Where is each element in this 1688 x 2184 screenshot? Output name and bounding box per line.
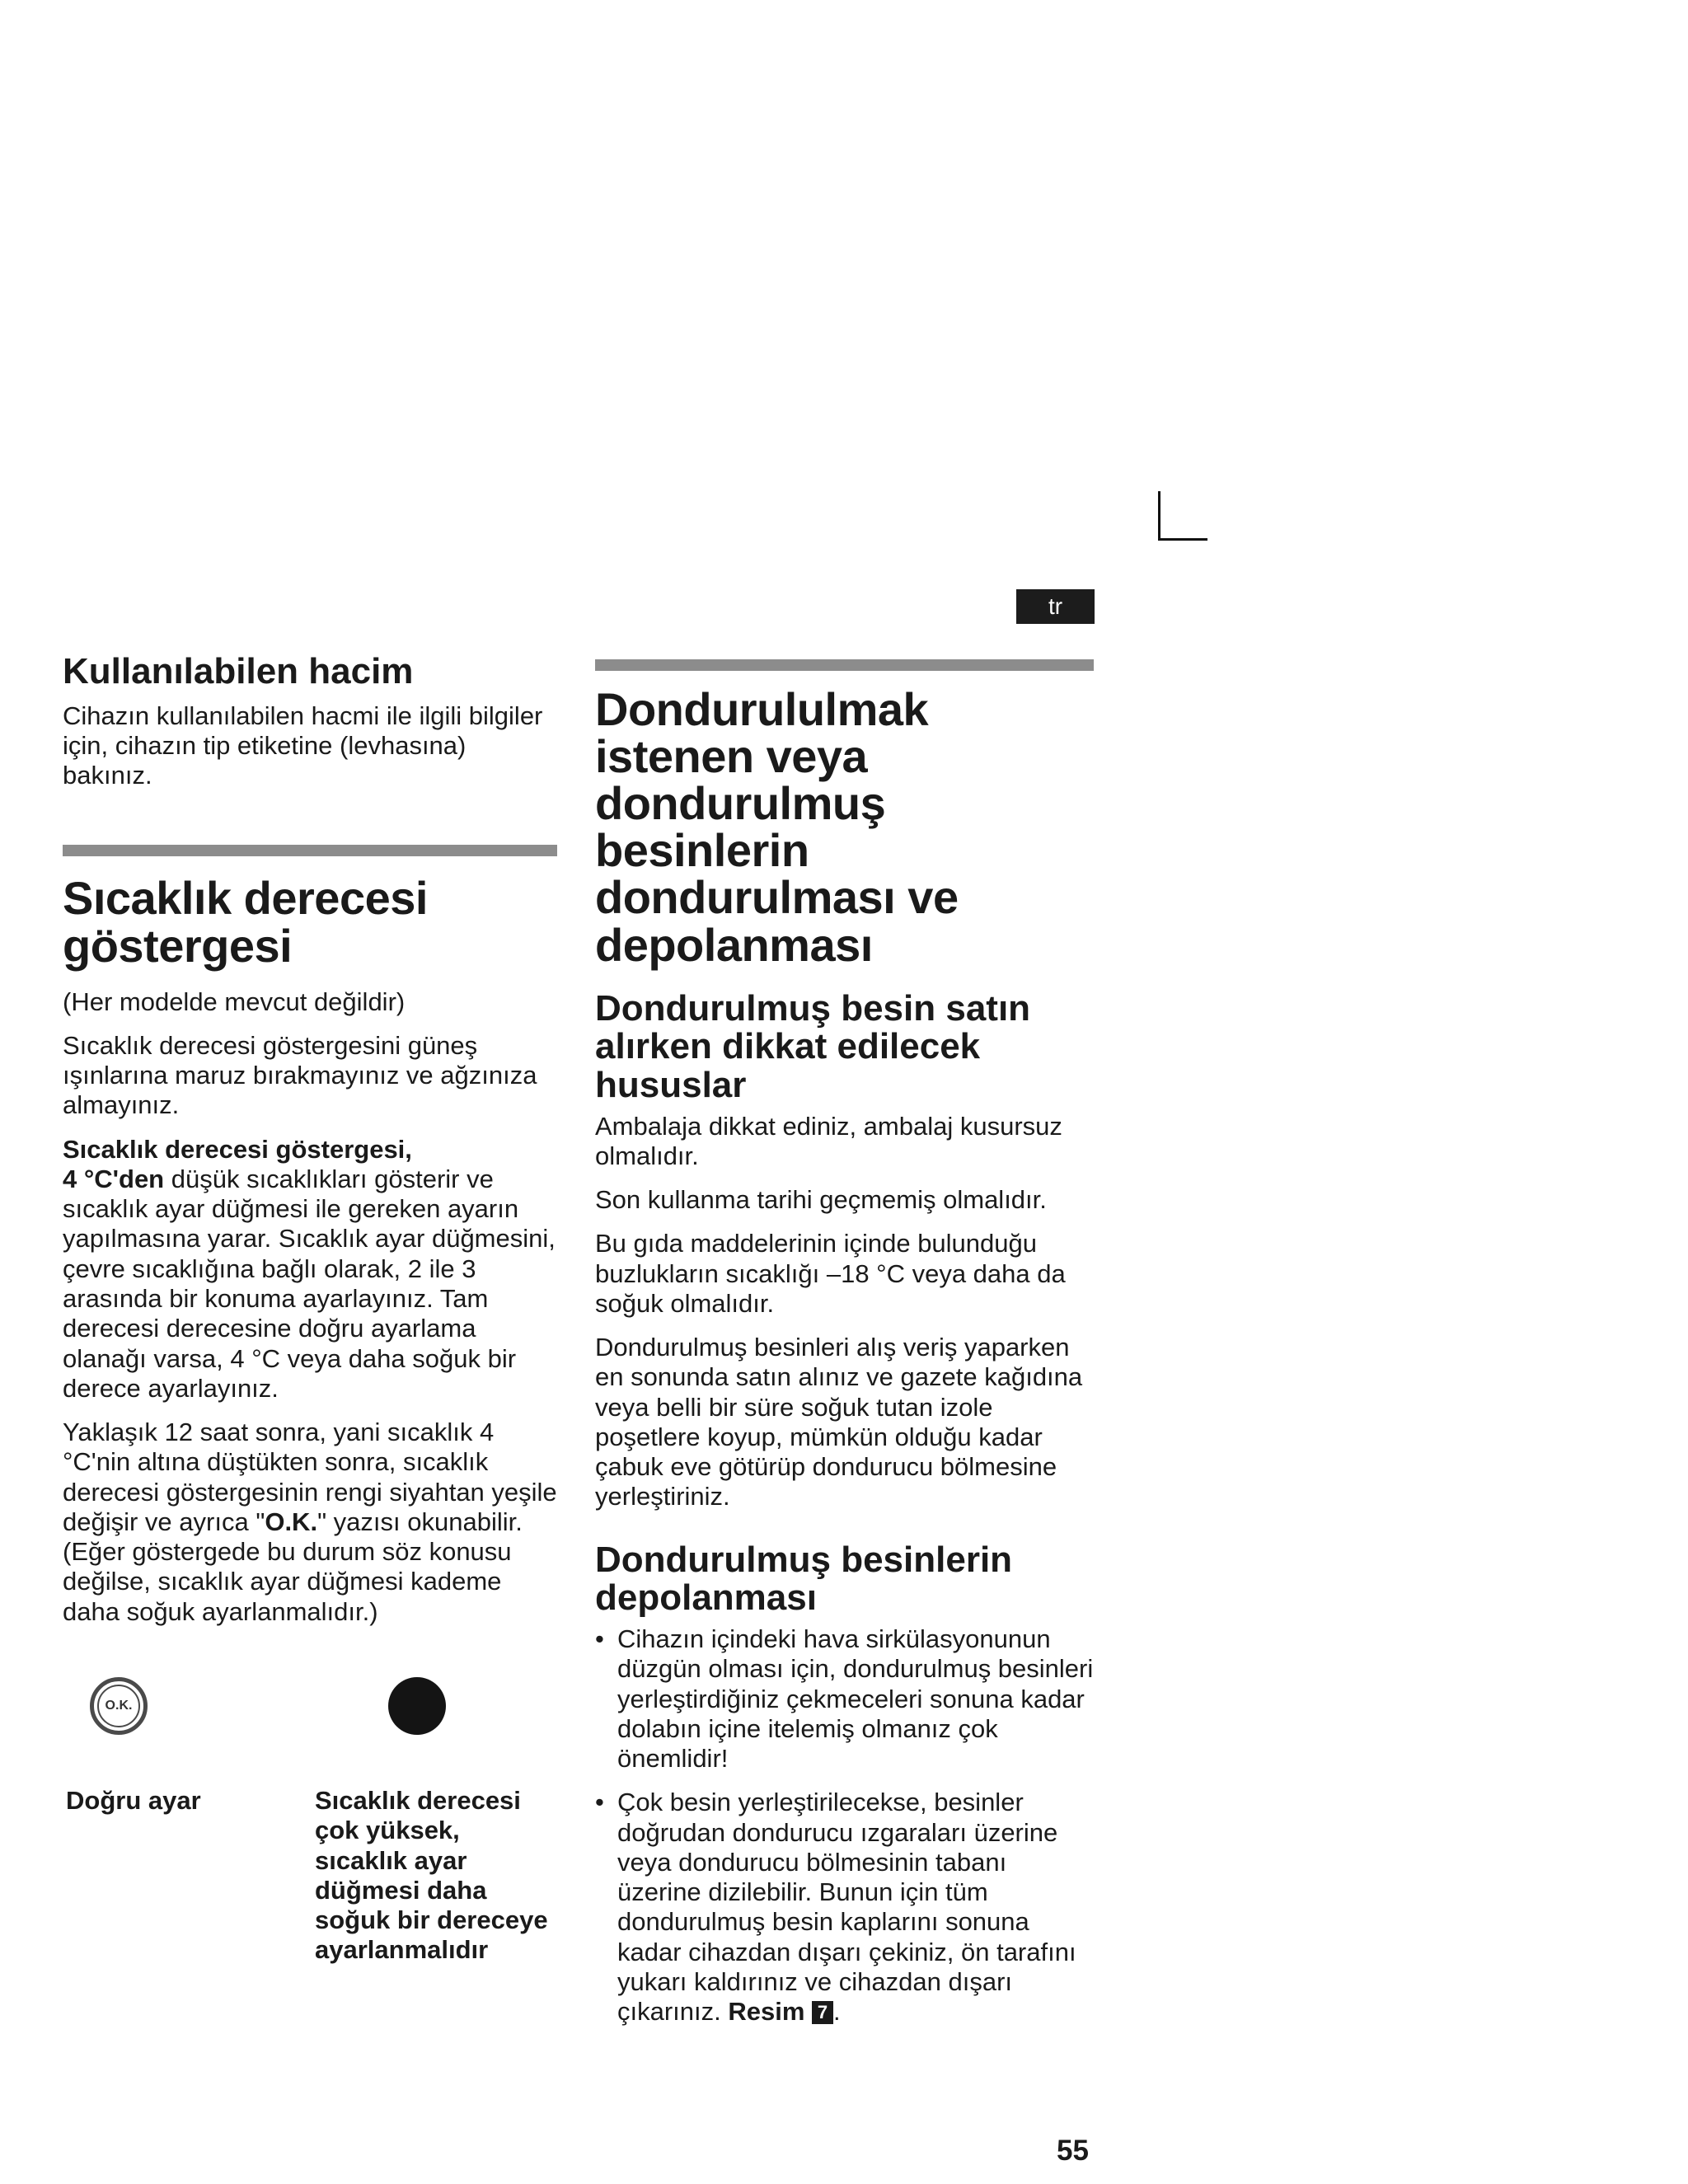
temp-indicator-paragraph-2 — [63, 1418, 557, 1627]
temp-indicator-warning: Sıcaklık derecesi göstergesini güneş ışınlarına maruz bırakmayınız ve ağzınıza almayınız. — [63, 1030, 537, 1120]
temp-indicator-heading: Sıcaklık derecesi göstergesi — [63, 872, 428, 972]
crop-corner-mark — [1158, 491, 1207, 541]
middle-column — [595, 659, 1094, 2027]
figure-number-badge: 7 — [812, 2001, 833, 2024]
buying-heading: Dondurulmuş besin satın alırken dikkat edilecek hususlar — [595, 987, 1031, 1105]
storage-heading: Dondurulmuş besinlerin depolanması — [595, 1539, 1013, 1619]
indicator-examples — [63, 1669, 557, 2015]
storage-bullet-2-end: . — [833, 1997, 841, 2027]
storage-bullet-1-text: Cihazın içindeki hava sirkülasyonunun düzgün olması için, dondurulmuş besinleri yerleştirdiğiniz çekmeceleri sonuna kadar dolabın içine itelemiş olmanız çok önemlidir! — [617, 1624, 1094, 1774]
language-tab: tr — [1016, 589, 1095, 624]
bullet-dot: • — [595, 1788, 604, 1817]
figure-reference: Resim — [728, 1997, 805, 2027]
usable-volume-text: Cihazın kullanılabilen hacmi ile ilgili bilgiler için, cihazın tip etiketine (levhasına) bakınız. — [63, 701, 543, 790]
section-rule — [595, 659, 1094, 671]
section-rule — [63, 845, 557, 856]
correct-setting-label: Doğru ayar — [66, 1786, 201, 1815]
black-indicator-icon — [388, 1677, 446, 1735]
buying-paragraph-3: Bu gıda maddelerinin içinde bulunduğu buzlukların sıcaklığı –18 °C veya daha da soğuk olmalıdır. — [595, 1229, 1066, 1318]
buying-paragraph-4: Dondurulmuş besinleri alış veriş yaparken en sonunda satın alınız ve gazete kağıdına veya belli bir süre soğuk tutan izole poşetlere koyup, mümkün olduğu kadar çabuk eve götürüp dondurucu bölmesine yerleştiriniz. — [595, 1333, 1083, 1511]
temp-indicator-note: (Her modelde mevcut değildir) — [63, 987, 406, 1016]
ok-text-bold: O.K. — [265, 1507, 318, 1536]
too-high-label: Sıcaklık derecesi çok yüksek, sıcaklık ayar düğmesi daha soğuk bir dereceye ayarlanmalıdır — [315, 1786, 548, 1965]
storage-bullet-2-text: Çok besin yerleştirilecekse, besinler doğrudan dondurucu ızgaraları üzerine veya dondurucu bölmesinin tabanı üzerine dizilebilir. Bunun için tüm dondurulmuş besin kaplarını sonuna kadar cihazdan dışarı çekiniz, ön tarafını yukarı kaldırınız ve cihazdan dışarı çıkarınız. — [617, 1788, 1076, 2027]
storage-bullet-list — [595, 1624, 1094, 2027]
temp-indicator-paragraph-2-b: " yazısı okunabilir. (Eğer göstergede bu durum söz konusu değilse, sıcaklık ayar düğmesi kademe daha soğuk ayarlanmalıdır.) — [63, 1507, 523, 1626]
freezing-main-heading: Dondurululmak istenen veya dondurulmuş besinlerin dondurulması ve depolanması — [595, 683, 959, 971]
temp-indicator-paragraph-1 — [63, 1135, 557, 1404]
page-number: 55 — [1057, 2135, 1089, 2167]
storage-bullet-1 — [595, 1624, 1094, 1774]
temp-indicator-bold-temp: 4 °C'den — [63, 1164, 165, 1193]
storage-bullet-2 — [595, 1788, 1094, 2027]
temp-indicator-paragraph-2-a: Yaklaşık 12 saat sonra, yani sıcaklık 4 °C'nin altına düştükten sonra, sıcaklık derecesi göstergesinin rengi siyahtan yeşile değişir ve ayrıca " — [63, 1418, 557, 1536]
temp-indicator-bold-lead: Sıcaklık derecesi göstergesi, — [63, 1134, 412, 1164]
ok-indicator-label: O.K. — [97, 1685, 140, 1727]
left-column — [63, 651, 557, 1627]
temp-indicator-paragraph-1-rest: düşük sıcaklıkları gösterir ve sıcaklık ayar düğmesi ile gereken ayarın yapılmasına yarar. Sıcaklık ayar düğmesini, çevre sıcaklığına bağlı olarak, 2 ile 3 arasında bir konuma ayarlayınız. Tam derecesi derecesine doğru ayarlama olanağı varsa, 4 °C veya daha soğuk bir derece ayarlayınız. — [63, 1164, 556, 1403]
ok-indicator-icon — [90, 1677, 148, 1735]
usable-volume-heading: Kullanılabilen hacim — [63, 651, 414, 691]
buying-paragraph-2: Son kullanma tarihi geçmemiş olmalıdır. — [595, 1185, 1047, 1215]
bullet-dot: • — [595, 1624, 604, 1653]
buying-paragraph-1: Ambalaja dikkat ediniz, ambalaj kusursuz olmalıdır. — [595, 1111, 1062, 1170]
